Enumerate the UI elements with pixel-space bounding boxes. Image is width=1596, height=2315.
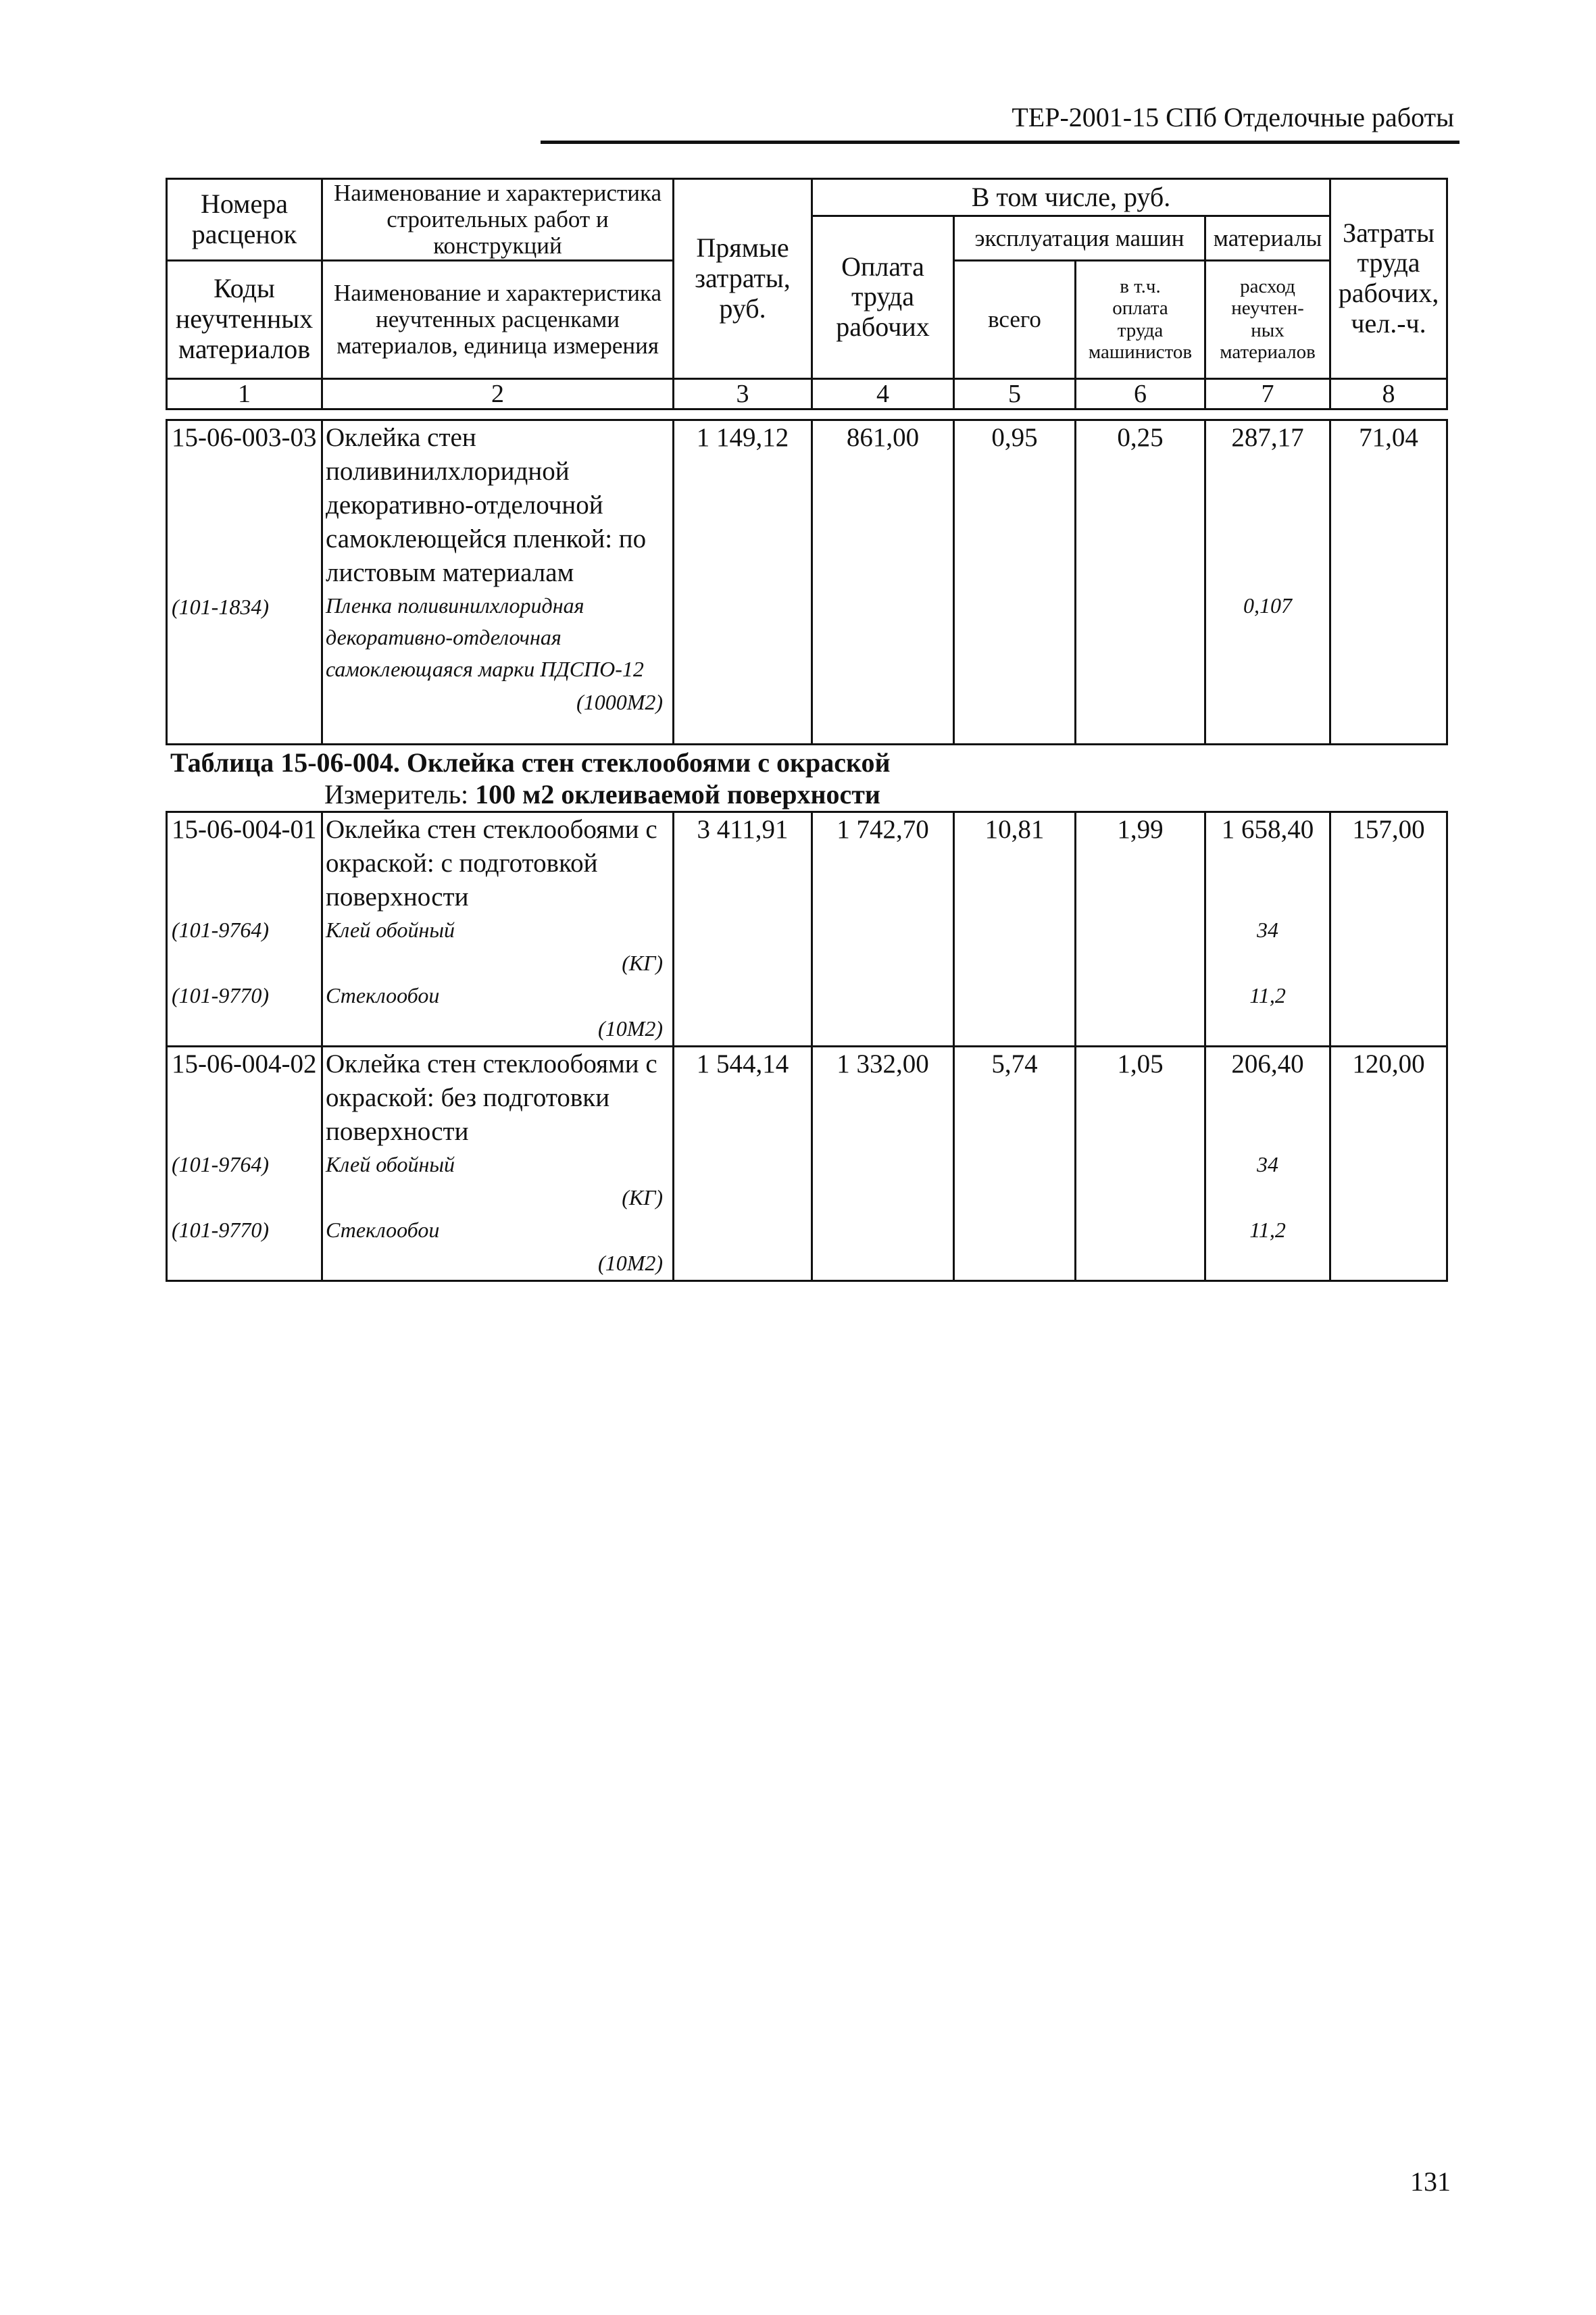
materials-value: 287,17 [1231, 423, 1304, 452]
material-quantity: 11,2 [1249, 1218, 1286, 1242]
material-quantity: 34 [1257, 918, 1278, 942]
material-code: (101-1834) [172, 595, 269, 619]
direct-costs-value: 3 411,91 [674, 812, 812, 1047]
material-name: Клей обойный [326, 1152, 455, 1176]
materials-value-cell [1205, 1047, 1330, 1281]
rate-code: 15-06-004-02 [172, 1049, 317, 1078]
labor-hours-value: 71,04 [1330, 420, 1447, 745]
header-materials-group: материалы [1205, 216, 1330, 261]
table-row [167, 812, 1447, 1047]
rate-name: Оклейка стен стеклообоями с окраской: без подготовки поверхности [326, 1049, 657, 1146]
table-row [167, 1047, 1447, 1281]
workers-pay-value: 1 332,00 [812, 1047, 954, 1281]
machinist-pay-value: 1,99 [1076, 812, 1205, 1047]
material-name: Стеклообои [326, 1218, 440, 1242]
materials-value: 1 658,40 [1221, 815, 1314, 844]
rate-code-cell [167, 420, 322, 745]
labor-hours-value: 120,00 [1330, 1047, 1447, 1281]
rate-code-cell [167, 812, 322, 1047]
material-code: (101-9764) [172, 1152, 269, 1176]
column-number: 4 [812, 378, 954, 409]
section-unit [324, 778, 880, 810]
header-material-names: Наименование и характеристика неучтенных расценками материалов, единица измерения [322, 260, 674, 378]
material-name: Пленка поливинилхлоридная декоративно-отделочная самоклеющаяся марки ПДСПО-12 [326, 593, 644, 681]
material-name: Стеклообои [326, 983, 440, 1007]
workers-pay-value: 1 742,70 [812, 812, 954, 1047]
machinist-pay-value: 0,25 [1076, 420, 1205, 745]
material-unit: (КГ) [622, 951, 663, 975]
column-number: 7 [1205, 378, 1330, 409]
material-code: (101-9764) [172, 918, 269, 942]
material-code: (101-9770) [172, 983, 269, 1007]
column-number: 3 [674, 378, 812, 409]
table-row [167, 420, 1447, 745]
material-unit: (10М2) [598, 1016, 663, 1041]
page-number: 131 [1410, 2166, 1451, 2197]
header-rate-numbers: Номера расценок [167, 179, 322, 261]
material-unit: (1000М2) [576, 690, 663, 714]
rate-name-cell [322, 420, 674, 745]
header-material-codes: Коды неучтенных материалов [167, 260, 322, 378]
rates-table-15-06-003 [166, 419, 1448, 745]
direct-costs-value: 1 544,14 [674, 1047, 812, 1281]
header-unaccounted-materials: расход неучтен- ных материалов [1205, 260, 1330, 378]
materials-value: 206,40 [1231, 1049, 1304, 1078]
section-unit-value: 100 м2 оклеиваемой поверхности [475, 779, 880, 810]
rate-name: Оклейка стен стеклообоями с окраской: с подготовкой поверхности [326, 815, 657, 912]
rate-code-cell [167, 1047, 322, 1281]
material-quantity: 34 [1257, 1152, 1278, 1176]
header-labor-costs: Затраты труда рабочих, чел.-ч. [1330, 179, 1447, 379]
direct-costs-value: 1 149,12 [674, 420, 812, 745]
header-workers-pay: Оплата труда рабочих [812, 216, 954, 379]
column-number: 2 [322, 378, 674, 409]
header-machines-total: всего [954, 260, 1076, 378]
materials-value-cell [1205, 812, 1330, 1047]
labor-hours-value: 157,00 [1330, 812, 1447, 1047]
column-header-table [166, 178, 1448, 410]
section-unit-label: Измеритель: [324, 779, 469, 810]
column-number: 1 [167, 378, 322, 409]
header-machinist-pay: в т.ч. оплата труда машинистов [1076, 260, 1205, 378]
section-title: Таблица 15-06-004. Оклейка стен стеклообоями с окраской [170, 747, 891, 778]
rate-name: Оклейка стен поливинилхлоридной декоративно-отделочной самоклеющейся пленкой: по листовым материалам [326, 423, 647, 587]
material-unit: (10М2) [598, 1251, 663, 1275]
header-direct-costs: Прямые затраты, руб. [674, 179, 812, 379]
machines-total-value: 0,95 [954, 420, 1076, 745]
material-name: Клей обойный [326, 918, 455, 942]
workers-pay-value: 861,00 [812, 420, 954, 745]
rate-name-cell [322, 1047, 674, 1281]
material-unit: (КГ) [622, 1185, 663, 1210]
rates-table-15-06-004 [166, 811, 1448, 1282]
header-work-name: Наименование и характеристика строительных работ и конструкций [322, 179, 674, 261]
rate-code: 15-06-003-03 [172, 423, 317, 452]
material-quantity: 0,107 [1243, 593, 1292, 618]
rate-code: 15-06-004-01 [172, 815, 317, 844]
column-number: 8 [1330, 378, 1447, 409]
materials-value-cell [1205, 420, 1330, 745]
column-number: 5 [954, 378, 1076, 409]
rate-name-cell [322, 812, 674, 1047]
column-number: 6 [1076, 378, 1205, 409]
header-machines-group: эксплуатация машин [954, 216, 1205, 261]
page-header-title: ТЕР-2001-15 СПб Отделочные работы [1012, 102, 1454, 132]
machines-total-value: 5,74 [954, 1047, 1076, 1281]
machinist-pay-value: 1,05 [1076, 1047, 1205, 1281]
machines-total-value: 10,81 [954, 812, 1076, 1047]
material-quantity: 11,2 [1249, 983, 1286, 1007]
material-code: (101-9770) [172, 1218, 269, 1242]
header-including-group: В том числе, руб. [812, 179, 1330, 216]
header-rule [541, 141, 1460, 144]
